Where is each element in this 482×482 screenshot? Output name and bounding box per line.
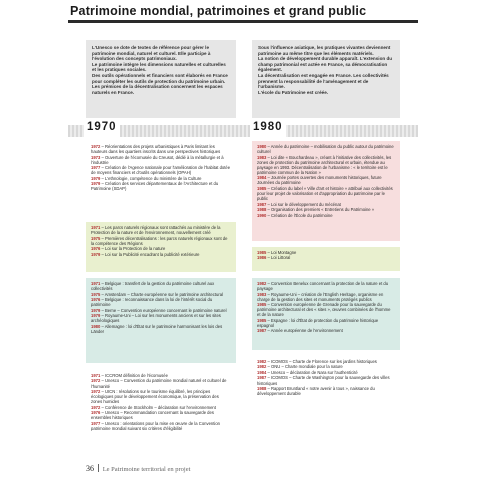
entry-year: 1977 xyxy=(91,165,101,171)
timeline-entry xyxy=(91,165,231,175)
timeline-entry xyxy=(91,378,231,388)
entry-text: – Espagne : loi d'État de protection du patrimoine historique espagnol xyxy=(257,317,379,328)
right-block-nature-protection xyxy=(252,247,400,271)
entry-text: – Unesco – Recommandation concernant la sauvegarde des ensembles historiques xyxy=(91,410,214,421)
footer-separator xyxy=(98,464,99,472)
timeline-entry xyxy=(91,176,231,181)
entry-year: 1987 xyxy=(257,328,267,334)
entry-text: – Belgique : reconnaissance dans la loi de l'intérêt social du patrimoine xyxy=(91,297,213,308)
timeline-entry xyxy=(257,281,395,291)
entry-text: – Conférence de Stockholm – déclaration sur l'environnement xyxy=(101,404,216,410)
timeline-entry xyxy=(257,207,395,212)
entry-year: 1976 xyxy=(91,410,101,416)
intro-left-paragraph: Le patrimoine intègre les dimensions naturelles et culturelles et les pratiques sociales. xyxy=(92,61,226,73)
timeline-entry xyxy=(257,186,395,201)
entry-year: 1979 xyxy=(91,181,101,187)
entry-year: 1982 xyxy=(257,281,267,286)
page-title: Patrimoine mondial, patrimoines et grand public xyxy=(70,4,367,18)
entry-year: 1972 xyxy=(91,389,101,395)
left-block-europe xyxy=(86,278,236,363)
entry-text: – Année européenne de l'environnement xyxy=(267,328,343,334)
timeline-entry xyxy=(257,302,395,317)
entry-text: – Organisation des premiers « Entretiens du Patrimoine » xyxy=(267,207,375,213)
entry-text: – Loi sur la Publicité encadrant la publicité extérieure xyxy=(101,251,200,257)
entry-text: – Convention européenne de Grenade pour la sauvegarde du patrimoine architectural et des « sites », œuvres combinées de l'homme et de la nature xyxy=(257,302,391,318)
right-block-urban-heritage xyxy=(252,141,400,241)
entry-text: – Année du patrimoine – mobilisation du public autour du patrimoine culturel xyxy=(257,144,394,155)
entry-text: – Convention Benelux concernant la protection de la nature et du paysage xyxy=(257,281,389,292)
entry-year: 1979 xyxy=(91,175,101,181)
entry-year: 1972 xyxy=(91,144,101,149)
timeline-entry xyxy=(91,292,231,297)
entry-year: 1988 xyxy=(257,207,267,213)
entry-text: – Ouverture de l'écomusée du Creusot, dédié à la métallurgie et à l'industrie xyxy=(91,154,224,165)
timeline-entry xyxy=(257,359,395,364)
entry-year: 1985 xyxy=(257,185,267,191)
entry-text: – Premières décentralisations : les parcs naturels régionaux sont de la compétence des Régions xyxy=(91,235,228,246)
entry-text: – UICN : résolutions sur le tourisme équilibré, les principes écologiques pour le développement économique, la préservation des zones humides xyxy=(91,389,219,405)
timeline-entry xyxy=(91,246,231,251)
entry-year: 1990 xyxy=(257,212,267,218)
right-block-international xyxy=(252,356,400,428)
entry-year: 1980 xyxy=(257,144,267,149)
entry-year: 1982 xyxy=(257,364,267,370)
entry-text: – Unesco – Convention du patrimoine mondial naturel et culturel de l'humanité xyxy=(91,378,227,389)
entry-year: 1984 xyxy=(257,175,267,181)
entry-year: 1979 xyxy=(91,313,101,319)
entry-year: 1985 xyxy=(257,302,267,308)
timeline-entry xyxy=(257,328,395,333)
entry-year: 1976 xyxy=(91,246,101,252)
entry-text: – Journée portes ouvertes des monuments historiques, future Journées du patrimoine xyxy=(257,175,382,186)
timeline-entry xyxy=(91,297,231,307)
book-title: Le Patrimoine territorial en projet xyxy=(102,466,191,473)
entry-year: 1986 xyxy=(257,255,267,261)
entry-year: 1971 xyxy=(91,225,101,230)
intro-right-paragraph: La notion de développement durable apparaît. L'extension du champ patrimonial est actée en France, sa démocratisation également. xyxy=(258,56,393,73)
entry-year: 1975 xyxy=(91,235,101,241)
intro-left-paragraph: Des outils opérationnels et financiers sont élaborés en France pour compléter les outils de protection du patrimoine urbain. xyxy=(92,72,228,84)
entry-text: – Amsterdam – Charte européenne sur le patrimoine architectural xyxy=(101,291,224,297)
timeline-entry xyxy=(257,318,395,328)
entry-year: 1971 xyxy=(91,373,101,378)
timeline-entry xyxy=(91,405,231,410)
entry-text: – ONU – Charte mondiale pour la nature xyxy=(267,364,343,370)
timeline-entry xyxy=(91,144,231,154)
timeline-entry xyxy=(91,308,231,313)
timeline-entry xyxy=(91,324,231,334)
intro-right-paragraph: L'école du Patrimoine est créée. xyxy=(258,89,329,95)
timeline-entry xyxy=(257,213,395,218)
entry-year: 1982 xyxy=(257,359,267,364)
intro-left-box xyxy=(86,40,236,118)
timeline-entry xyxy=(91,236,231,246)
entry-text: – Création de l'Agence nationale pour l'amélioration de l'habitat dotée de moyens financiers et d'outils opérationnels (OPAH) xyxy=(91,165,231,176)
intro-right-paragraph: La décentralisation est engagée en France. Les collectivités prennent la responsabilité de l'aménagement et de l'urbanisme. xyxy=(258,72,389,90)
entry-year: 1983 xyxy=(257,154,267,160)
page-number: 36 xyxy=(86,464,94,473)
timeline-entry xyxy=(257,155,395,175)
timeline-entry xyxy=(257,144,395,154)
entry-year: 1985 xyxy=(257,250,267,255)
title-rule xyxy=(68,20,418,23)
timeline-entry xyxy=(257,386,395,396)
entry-year: 1987 xyxy=(257,375,267,381)
entry-year: 1979 xyxy=(91,251,101,257)
intro-right-paragraph: Sous l'influence asiatique, les pratiques vivantes deviennent patrimoine au même titre que les éléments matériels. xyxy=(258,45,391,56)
right-block-europe xyxy=(252,278,400,350)
timeline-entry xyxy=(257,250,395,255)
entry-year: 1983 xyxy=(257,291,267,297)
entry-text: – Royaume-Uni – création de l'English Heritage, organisme en charge de la gestion des sites et monuments protégés publics xyxy=(257,291,384,302)
entry-text: – Unesco – déclaration de Nara sur l'authenticité xyxy=(267,369,358,375)
entry-text: – Rapport Bruntland « notre avenir à tous », naissance du développement durable xyxy=(257,386,375,397)
entry-text: – Loi Littoral xyxy=(267,255,291,261)
timeline-entry xyxy=(257,202,395,207)
intro-left-paragraph: Les prémices de la décentralisation concernent les espaces naturels en France. xyxy=(92,84,223,95)
timeline-entry xyxy=(91,252,231,257)
entry-text: – Réorientations des projets urbanistiques à Paris limitant les hauteurs dans les quartiers inscrits dans une perspectives historiques xyxy=(91,144,221,155)
entry-text: – ICCROM définition de l'écomusée xyxy=(101,373,168,378)
timeline-entry xyxy=(91,313,231,323)
entry-text: – Berne – Convention européenne concernant le patrimoine naturel xyxy=(101,307,227,313)
entry-text: – Les parcs naturels régionaux sont rattachés au ministère de la Protection de la nature et de l'environnement, nouvellement créé xyxy=(91,225,221,236)
entry-year: 1975 xyxy=(91,291,101,297)
entry-year: 1985 xyxy=(257,317,267,323)
entry-year: 1987 xyxy=(257,201,267,207)
decade-heading-1980: 1980 xyxy=(250,121,286,137)
timeline-entry xyxy=(91,155,231,165)
timeline-entry xyxy=(257,375,395,385)
entry-year: 1980 xyxy=(91,323,101,329)
entry-year: 1971 xyxy=(91,281,101,286)
timeline-entry xyxy=(257,255,395,260)
decade-heading-1970: 1970 xyxy=(84,121,120,137)
entry-year: 1984 xyxy=(257,369,267,375)
timeline-entry xyxy=(91,421,231,431)
left-block-international xyxy=(86,370,236,456)
timeline-entry xyxy=(91,389,231,404)
entry-text: – Unesco : orientations pour la mise en œuvre de la Convention patrimoine mondial suivant six critères d'éligibilité xyxy=(91,420,220,431)
entry-text: – Loi Montagne xyxy=(267,250,297,255)
timeline-entry xyxy=(257,292,395,302)
timeline-entry xyxy=(91,410,231,420)
entry-text: – Allemagne : loi d'État sur le patrimoine harmonisant les lois des Länder xyxy=(91,323,223,334)
timeline-entry xyxy=(257,175,395,185)
timeline-entry xyxy=(91,225,231,235)
entry-year: 1976 xyxy=(91,297,101,303)
entry-year: 1979 xyxy=(91,307,101,313)
entry-text: – Création de l'École du patrimoine xyxy=(267,212,333,218)
entry-text: – ICOMOS – Charte de Florence sur les jardins historiques xyxy=(267,359,377,364)
entry-year: 1977 xyxy=(91,420,101,426)
intro-right-box xyxy=(252,40,400,118)
left-block-urban-heritage xyxy=(86,141,236,217)
entry-text: – Loi sur le développement du mécénat xyxy=(267,201,341,207)
entry-year: 1973 xyxy=(91,154,101,160)
timeline-entry xyxy=(257,370,395,375)
timeline-entry xyxy=(91,181,231,191)
page-footer xyxy=(86,464,190,474)
entry-text: – L'ethnologie, compétence du ministère de la Culture xyxy=(101,175,202,181)
entry-text: – Création des services départementaux de l'Architecture et du Patrimoine (SDAP) xyxy=(91,181,219,192)
entry-year: 1972 xyxy=(91,378,101,384)
entry-year: 1988 xyxy=(257,386,267,392)
entry-text: – ICOMOS – Charte de Washington pour la sauvegarde des villes historiques xyxy=(257,375,390,386)
timeline-divider-band xyxy=(68,125,418,137)
timeline-entry xyxy=(91,281,231,291)
timeline-entry xyxy=(257,364,395,369)
intro-left-paragraph: L'Unesco se dote de textes de référence pour gérer le patrimoine mondial, naturel et culturel. Elle participe à l'évolution des concepts patrimoniaux. xyxy=(92,45,211,62)
left-block-nature-protection xyxy=(86,222,236,272)
entry-text: – Loi sur la Protection de la nature xyxy=(101,246,166,252)
entry-year: 1972 xyxy=(91,404,101,410)
entry-text: – Royaume-Uni – Loi sur les monuments anciens et sur les sites archéologiques xyxy=(91,313,221,324)
timeline-entry xyxy=(91,373,231,378)
entry-text: – Création du label « Ville d'art et histoire » attribué aux collectivités pour leur projet de valorisation et d'appropriation du patrimoine par le public xyxy=(257,185,393,202)
entry-text: – Belgique : transfert de la gestion du patrimoine culturel aux collectivités xyxy=(91,281,215,292)
entry-text: – Loi dite « Bouchardeau », créant à l'initiative des collectivités, les zones de protection du patrimoine architectural et urbain, étendue au paysage en 1993. Décentralisation de l'urbanisme : « le territoire est le patrimoine commun de la Nation » xyxy=(257,154,392,175)
